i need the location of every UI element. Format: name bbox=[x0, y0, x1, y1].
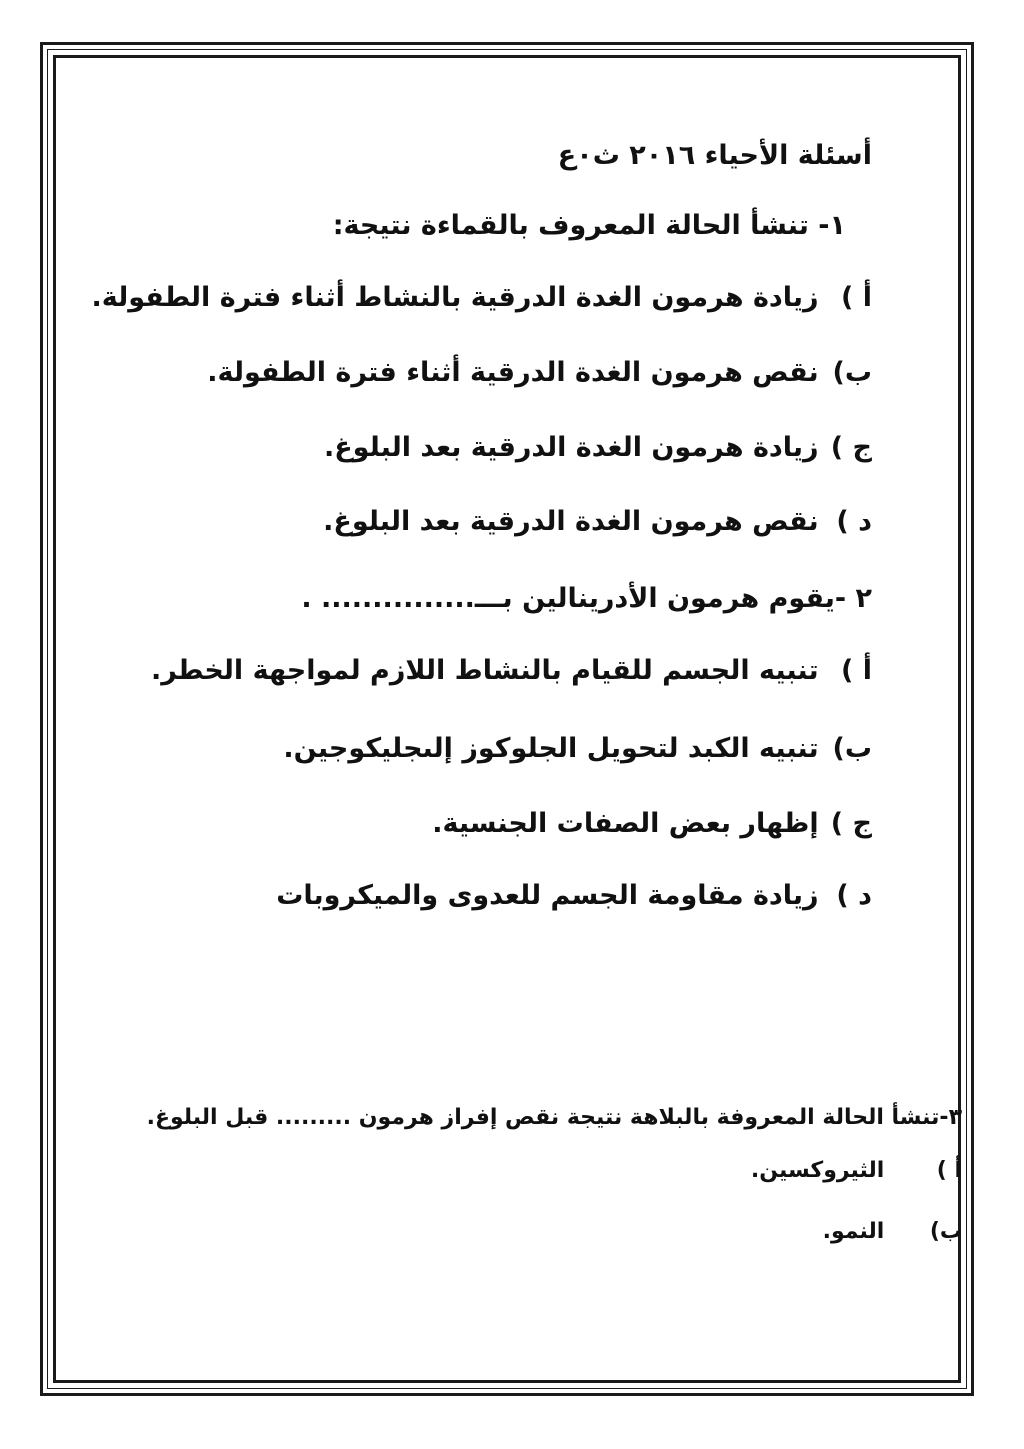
option-letter: ب) bbox=[832, 733, 872, 764]
question-1-option-d bbox=[323, 506, 872, 537]
option-text: تنبيه الكبد لتحويل الجلوكوز إلىجليكوجين. bbox=[283, 733, 819, 764]
question-1-option-b bbox=[207, 357, 872, 388]
question-2-stem: ٢ -يقوم هرمون الأدرينالين بـــ............... . bbox=[301, 583, 872, 614]
option-letter: د ) bbox=[836, 880, 872, 911]
question-3-option-b bbox=[823, 1219, 962, 1244]
page-title: أسئلة الأحياء ٢٠١٦ ث٠ع bbox=[557, 140, 872, 171]
option-letter: ب) bbox=[832, 357, 872, 388]
question-2-option-b bbox=[283, 733, 872, 764]
option-text: زيادة هرمون الغدة الدرقية بالنشاط أثناء فترة الطفولة. bbox=[91, 282, 819, 313]
question-2-option-d bbox=[276, 880, 872, 911]
option-text: زيادة هرمون الغدة الدرقية بعد البلوغ. bbox=[323, 432, 819, 463]
question-1-option-c bbox=[324, 432, 872, 463]
page-border-inner bbox=[53, 55, 961, 1383]
option-text: النمو. bbox=[822, 1219, 885, 1244]
option-text: نقص هرمون الغدة الدرقية أثناء فترة الطفولة. bbox=[207, 357, 819, 388]
option-text: زيادة مقاومة الجسم للعدوى والميكروبات bbox=[276, 880, 819, 911]
question-1-stem: ١- تنشأ الحالة المعروف بالقماءة نتيجة: bbox=[332, 210, 846, 241]
option-letter: ب) bbox=[929, 1219, 962, 1244]
option-letter: ج ) bbox=[830, 432, 872, 463]
option-text: إظهار بعض الصفات الجنسية. bbox=[432, 808, 819, 839]
option-letter: أ ) bbox=[936, 1158, 962, 1183]
question-1-option-a bbox=[91, 282, 872, 313]
question-2-option-a bbox=[151, 655, 872, 686]
option-letter: ج ) bbox=[830, 808, 872, 839]
option-letter: أ ) bbox=[841, 282, 872, 313]
question-3-option-a bbox=[751, 1158, 962, 1183]
option-text: تنبيه الجسم للقيام بالنشاط اللازم لمواجهة الخطر. bbox=[150, 655, 819, 686]
option-text: الثيروكسين. bbox=[750, 1158, 885, 1183]
option-letter: أ ) bbox=[841, 655, 872, 686]
option-letter: د ) bbox=[836, 506, 872, 537]
option-text: نقص هرمون الغدة الدرقية بعد البلوغ. bbox=[323, 506, 819, 537]
question-3-stem: ٣-تنشأ الحالة المعروفة بالبلاهة نتيجة نقص إفراز هرمون ......... قبل البلوغ. bbox=[146, 1105, 962, 1130]
question-2-option-c bbox=[432, 808, 872, 839]
